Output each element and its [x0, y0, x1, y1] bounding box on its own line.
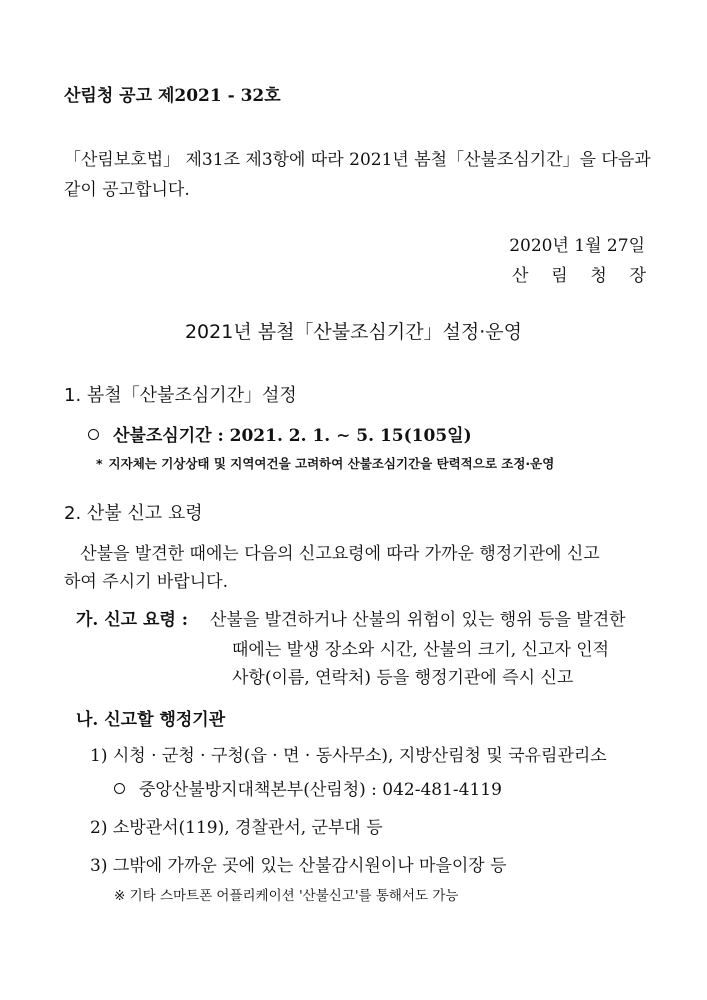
section-1-note-text: 지자체는 기상상태 및 지역여건을 고려하여 산불조심기간을 탄력적으로 조정·운영: [108, 456, 555, 471]
agency-item-1-sub: [114, 778, 502, 802]
section-2-para-text-1: 산불을 발견한 때에는 다음의 신고요령에 따라 가까운 행정기관에 신고: [80, 544, 600, 564]
report-method-line-2: 때에는 발생 장소와 시간, 산불의 크기, 신고자 인적: [232, 640, 610, 660]
section-2-para-line-2: 하여 주시기 바랍니다.: [64, 572, 229, 592]
signer-char: 산: [512, 266, 529, 286]
notice-number: 산림청 공고 제2021 - 32호: [64, 86, 281, 106]
agency-item-1: 1) 시청 · 군청 · 구청(읍 · 면 · 동사무소), 지방산림청 및 국유림관리소: [90, 746, 607, 766]
report-method-line-3: 사항(이름, 연락처) 등을 행정기관에 즉시 신고: [232, 668, 574, 688]
report-method-label: 가. 신고 요령 :: [76, 610, 189, 630]
report-method-line-1: 산불을 발견하거나 산불의 위험이 있는 행위 등을 발견한: [210, 610, 626, 630]
section-2-para-line-1: [64, 542, 600, 566]
app-report-note: ※ 기타 스마트폰 어플리케이션 '산불신고'를 통해서도 가능: [114, 888, 459, 904]
section-1-note: [96, 452, 554, 476]
season-period: 산불조심기간 : 2021. 2. 1. ∼ 5. 15(105일): [113, 426, 472, 446]
issue-date: 2020년 1월 27일: [509, 236, 645, 256]
intro-line-2: 같이 공고합니다.: [64, 180, 190, 200]
agency-item-2: 2) 소방관서(119), 경찰관서, 군부대 등: [90, 818, 383, 838]
document-title: 2021년 봄철「산불조심기간」설정·운영: [184, 321, 523, 343]
circle-bullet-icon: [88, 429, 99, 440]
signer-char: 청: [590, 266, 607, 286]
section-2-heading: 2. 산불 신고 요령: [64, 503, 203, 524]
asterisk-mark: *: [96, 456, 103, 471]
circle-bullet-icon: [114, 783, 125, 794]
report-agencies-label: 나. 신고할 행정기관: [76, 710, 226, 730]
signer-char: 림: [551, 266, 568, 286]
section-1-bullet: [88, 424, 472, 448]
intro-line-1: 「산림보호법」 제31조 제3항에 따라 2021년 봄철「산불조심기간」을 다음과: [64, 150, 651, 170]
section-1-heading: 1. 봄철「산불조심기간」설정: [64, 385, 297, 406]
agency-item-3: 3) 그밖에 가까운 곳에 있는 산불감시원이나 마을이장 등: [90, 856, 507, 876]
hq-contact: 중앙산불방지대책본부(산림청) : 042-481-4119: [139, 780, 502, 800]
issuer-signature: [512, 264, 646, 288]
signer-char: 장: [629, 266, 646, 286]
